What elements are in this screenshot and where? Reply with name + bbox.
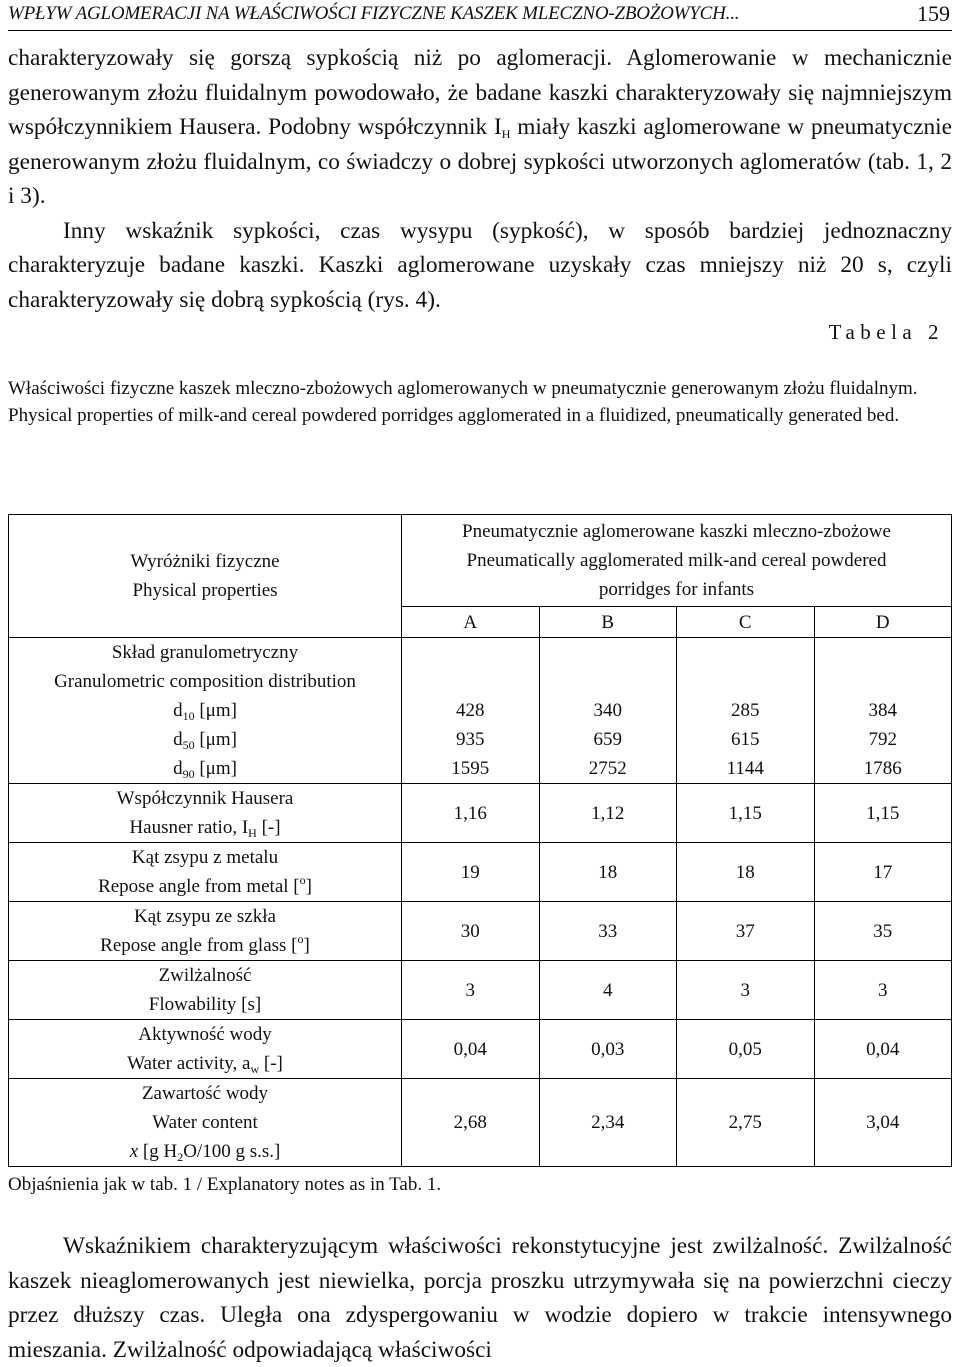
table-row-water-content bbox=[9, 1079, 952, 1167]
d10-label: $d_{10}$ [μm] bbox=[173, 700, 237, 723]
column-header-c: C bbox=[677, 607, 815, 638]
repose-glass-d: 35 bbox=[814, 902, 952, 961]
repose-glass-c: 37 bbox=[677, 902, 815, 961]
granulometric-d: 384 792 1786 bbox=[814, 638, 952, 784]
table-row-granulometric bbox=[9, 638, 952, 784]
table-header-row bbox=[9, 515, 952, 607]
running-head-title: WPŁYW AGLOMERACJI NA WŁAŚCIWOŚCI FIZYCZNE KASZEK MLECZNO-ZBOŻOWYCH... bbox=[8, 3, 740, 24]
table-row-repose-glass bbox=[9, 902, 952, 961]
repose-metal-c: 18 bbox=[677, 843, 815, 902]
column-header-a: A bbox=[402, 607, 540, 638]
repose-metal-a: 19 bbox=[402, 843, 540, 902]
caption-english: Physical properties of milk-and cereal powdered porridges agglomerated in a fluidized, pneumatically generated bed. bbox=[8, 405, 900, 426]
table-row-flowability bbox=[9, 961, 952, 1020]
page-number: 159 bbox=[917, 1, 950, 26]
paragraph-1-text: charakteryzowały się gorszą sypkością niż po aglomeracji. Aglomerowanie w mechanicznie generowanym złożu fluidalnym powodowało, że badane kaszki charakteryzowały się najmniejszym współczynnikiem Hausera. Podobny współczynnik I bbox=[8, 45, 952, 140]
repose-metal-b: 18 bbox=[539, 843, 677, 902]
paragraph-3 bbox=[8, 1229, 952, 1367]
paragraph-1 bbox=[8, 41, 952, 317]
granulometric-label-pl: Skład granulometryczny bbox=[111, 642, 299, 663]
table-row-water-activity bbox=[9, 1020, 952, 1079]
granulometric-c: 285 615 1144 bbox=[677, 638, 815, 784]
table-caption bbox=[8, 374, 952, 430]
water-activity-label-cell: Aktywność wody Water activity, $a_w$ [-] bbox=[9, 1020, 402, 1079]
caption-polish: Właściwości fizyczne kaszek mleczno-zbożowych aglomerowanych w pneumatycznie generowanym złożu fluidalnym. bbox=[8, 378, 918, 399]
hausner-c: 1,15 bbox=[677, 784, 815, 843]
flowability-a: 3 bbox=[402, 961, 540, 1020]
paragraph-2: Inny wskaźnik sypkości, czas wysypu (sypkość), w sposób bardziej jednoznaczny charakteryzuje badane kaszki. Kaszki aglomerowane uzyskały czas mniejszy niż 20 s, czyli charakteryzowały się dobrą sypkością (rys. 4). bbox=[8, 217, 952, 313]
column-header-b: B bbox=[539, 607, 677, 638]
granulometric-label-en: Granulometric composition distribution bbox=[54, 671, 356, 692]
water-content-c: 2,75 bbox=[677, 1079, 815, 1167]
water-activity-a: 0,04 bbox=[402, 1020, 540, 1079]
paragraph-1-rest: miały kaszki aglomerowane w pneumatycznie generowanym złożu fluidalnym, co świadczy o dobrej sypkości utworzonych aglomeratów (tab. 1, 2 i 3). bbox=[8, 114, 952, 209]
running-head bbox=[8, 2, 952, 31]
hausner-a: 1,16 bbox=[402, 784, 540, 843]
header-group-en-1: Pneumatically agglomerated milk-and cereal powdered bbox=[466, 550, 887, 571]
hausner-b: 1,12 bbox=[539, 784, 677, 843]
flowability-b: 4 bbox=[539, 961, 677, 1020]
hausner-label-cell: Współczynnik Hausera Hausner ratio, $I_H$ [-] bbox=[9, 784, 402, 843]
properties-table bbox=[8, 514, 952, 1167]
header-label-cell bbox=[9, 515, 402, 638]
d50-label: $d_{50}$ [μm] bbox=[173, 729, 237, 752]
header-group-cell bbox=[402, 515, 952, 607]
table-notes: Objaśnienia jak w tab. 1 / Explanatory notes as in Tab. 1. bbox=[8, 1174, 442, 1195]
repose-metal-label-cell: Kąt zsypu z metalu Repose angle from metal [$^o$] bbox=[9, 843, 402, 902]
water-content-d: 3,04 bbox=[814, 1079, 952, 1167]
water-content-a: 2,68 bbox=[402, 1079, 540, 1167]
flowability-c: 3 bbox=[677, 961, 815, 1020]
column-header-d: D bbox=[814, 607, 952, 638]
d90-label: $d_{90}$ [μm] bbox=[173, 758, 237, 781]
water-content-label-cell: Zawartość wody Water content x [g $H_2O/100$ g s.s.] bbox=[9, 1079, 402, 1167]
water-activity-c: 0,05 bbox=[677, 1020, 815, 1079]
table-label: Tabela 2 bbox=[828, 320, 944, 344]
paragraph-3-text: Wskaźnikiem charakteryzującym właściwości rekonstytucyjne jest zwilżalność. Zwilżalność kaszek nieaglomerowanych jest niewielka, porcja proszku utrzymywała się na powierzchni cieczy przez dłuższy czas. Uległa ona zdyspergowaniu w wodzie dopiero w trakcie intensywnego mieszania. Zwilżalność odpowiadającą właściwości bbox=[8, 1233, 952, 1363]
water-activity-d: 0,04 bbox=[814, 1020, 952, 1079]
granulometric-a: 428 935 1595 bbox=[402, 638, 540, 784]
header-group-en-2: porridges for infants bbox=[598, 579, 755, 600]
repose-glass-b: 33 bbox=[539, 902, 677, 961]
table-row-repose-metal bbox=[9, 843, 952, 902]
repose-glass-label-cell: Kąt zsypu ze szkła Repose angle from glass [$^o$] bbox=[9, 902, 402, 961]
water-content-b: 2,34 bbox=[539, 1079, 677, 1167]
repose-glass-a: 30 bbox=[402, 902, 540, 961]
repose-metal-d: 17 bbox=[814, 843, 952, 902]
granulometric-b: 340 659 2752 bbox=[539, 638, 677, 784]
header-label-en: Physical properties bbox=[132, 580, 278, 601]
flowability-d: 3 bbox=[814, 961, 952, 1020]
flowability-label-cell: Zwilżalność Flowability [s] bbox=[9, 961, 402, 1020]
table-row-hausner bbox=[9, 784, 952, 843]
granulometric-label-cell bbox=[9, 638, 402, 784]
header-group-pl: Pneumatycznie aglomerowane kaszki mleczno-zbożowe bbox=[462, 521, 891, 542]
water-activity-b: 0,03 bbox=[539, 1020, 677, 1079]
subscript-h: H bbox=[501, 127, 511, 141]
header-label-pl: Wyróżniki fizyczne bbox=[130, 551, 280, 572]
hausner-d: 1,15 bbox=[814, 784, 952, 843]
